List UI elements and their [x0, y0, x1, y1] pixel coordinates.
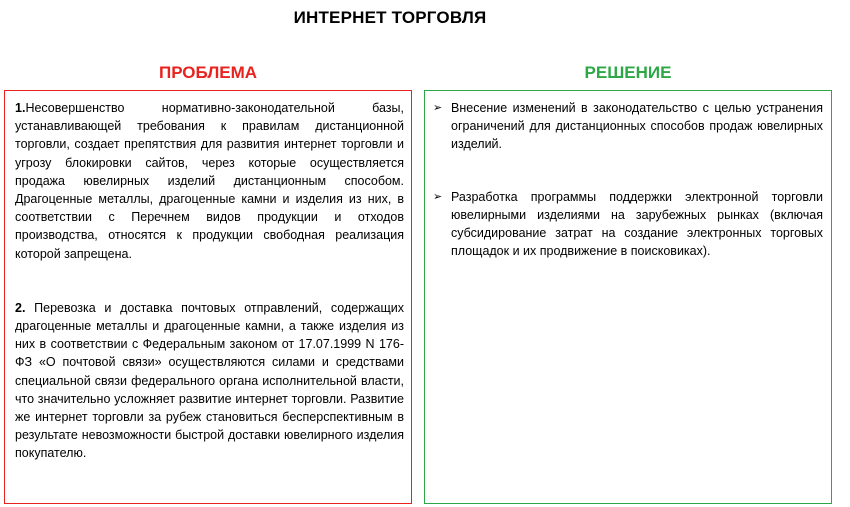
solution-item [433, 188, 823, 261]
page-title: ИНТЕРНЕТ ТОРГОВЛЯ [293, 8, 487, 27]
problem-panel [4, 90, 412, 504]
paragraph-spacer [433, 154, 823, 188]
solution-heading: РЕШЕНИЕ [584, 63, 672, 82]
problem-item-number: 2. [15, 300, 26, 315]
problem-item-text: Несовершенство нормативно-законодательной базы, устанавливающей требования к правилам дистанционной торговли, создает препятствия для развития интернет торговли и угрозу блокировки сайтов, через которые осуществляется продажа ювелирных изделий дистанционным способом. Драгоценные металлы, драгоценные камни и изделия из них, в соответствии с Перечнем видов продукции и отходов производства, относятся к продукции свободная реализация которой запрещена. [15, 101, 404, 261]
arrowhead-bullet-icon: ➢ [433, 190, 443, 203]
problem-item-text: Перевозка и доставка почтовых отправлений, содержащих драгоценные металлы и драгоценные камни, а также изделия из них в соответствии с Федеральным законом от 17.07.1999 N 176-ФЗ «О почтовой связи» осуществляются силами и средствами специальной связи федерального органа исполнительной власти, что значительно усложняет развитие интернет торговли. Развитие же интернет торговли за рубеж становиться бесперспективным в результате невозможности быстрой доставки ювелирного изделия покупателю. [15, 300, 404, 461]
problem-item-number: 1. [15, 101, 26, 115]
solution-panel [424, 90, 832, 504]
problem-heading: ПРОБЛЕМА [158, 63, 258, 82]
solution-item [433, 99, 823, 154]
problem-item [15, 99, 404, 263]
arrowhead-bullet-icon: ➢ [433, 102, 443, 114]
solution-item-text: Разработка программы поддержки электронной торговли ювелирными изделиями на зарубежных рынках (включая субсидирование затрат на создание электронных торговых площадок и их продвижение в поисковиках). [451, 189, 823, 259]
solution-item-text: Внесение изменений в законодательство с целью устранения ограничений для дистанционных способов продаж ювелирных изделий. [451, 101, 823, 152]
problem-item [15, 299, 404, 463]
paragraph-spacer [15, 263, 404, 299]
